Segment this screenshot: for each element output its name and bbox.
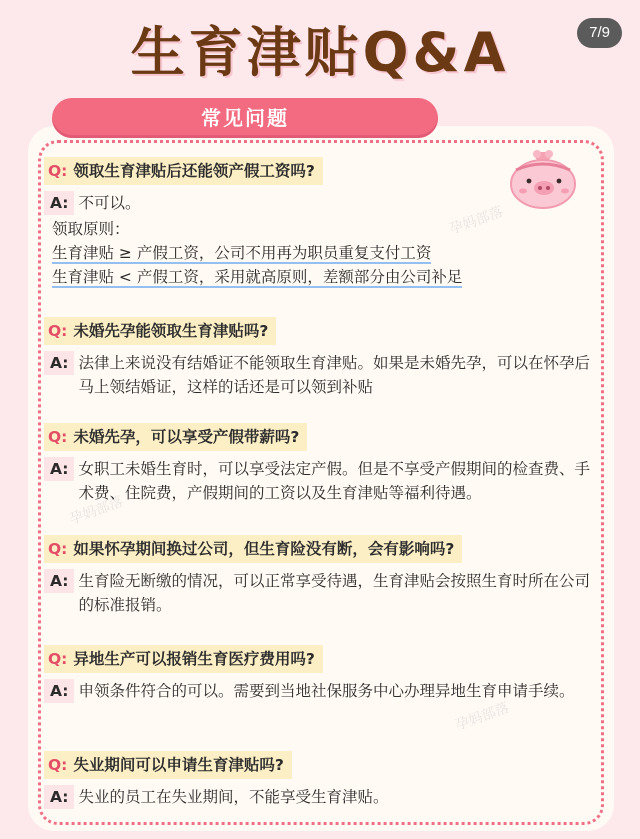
- question-text: 失业期间可以申请生育津贴吗?: [73, 756, 284, 774]
- answer-text: 生育险无断缴的情况，可以正常享受待遇，生育津贴会按照生育时所在公司的标准报销。: [78, 572, 590, 614]
- qa-item: [44, 317, 604, 423]
- question-label: Q:: [48, 756, 68, 774]
- question-text: 领取生育津贴后还能领产假工资吗?: [73, 162, 315, 180]
- question-label: Q:: [48, 540, 68, 558]
- qa-item: [44, 535, 604, 645]
- question-label: Q:: [48, 428, 68, 446]
- rule-line: 生育津贴 ≥ 产假工资，公司不用再为职员重复支付工资: [52, 244, 432, 262]
- question-text: 如果怀孕期间换过公司，但生育险没有断，会有影响吗?: [73, 540, 455, 558]
- watermark: 孕妈部落: [447, 203, 506, 239]
- answer-label: A:: [44, 785, 74, 809]
- qa-item: [44, 423, 604, 535]
- qa-item: [44, 751, 604, 809]
- page-counter: 7/9: [577, 18, 622, 48]
- question-text: 未婚先孕能领取生育津贴吗?: [73, 322, 269, 340]
- watermark: 孕妈部落: [67, 493, 126, 529]
- answer: [44, 457, 604, 505]
- question-text: 未婚先孕，可以享受产假带薪吗?: [73, 428, 300, 446]
- question: [44, 317, 276, 345]
- question: [44, 645, 323, 673]
- question-label: Q:: [48, 322, 68, 340]
- question: [44, 423, 307, 451]
- question: [44, 751, 292, 779]
- answer-text: 申领条件符合的可以。需要到当地社保服务中心办理异地生育申请手续。: [78, 682, 575, 700]
- qa-item: [44, 157, 604, 317]
- section-title: 常见问题: [201, 106, 289, 130]
- rule-line: 生育津贴 < 产假工资，采用就高原则，差额部分由公司补足: [52, 268, 463, 286]
- answer-label: A:: [44, 457, 74, 481]
- qa-list: [44, 157, 604, 809]
- section-banner: [52, 98, 438, 138]
- question-label: Q:: [48, 162, 68, 180]
- qa-item: [44, 645, 604, 751]
- answer-text: 不可以。: [78, 194, 141, 212]
- answer-label: A:: [44, 191, 74, 215]
- answer-text: 失业的员工在失业期间，不能享受生育津贴。: [78, 788, 389, 806]
- rule-heading: 领取原则：: [52, 220, 130, 238]
- answer-label: A:: [44, 569, 74, 593]
- question-label: Q:: [48, 650, 68, 668]
- question-text: 异地生产可以报销生育医疗费用吗?: [73, 650, 315, 668]
- answer-label: A:: [44, 679, 74, 703]
- answer: [44, 785, 604, 809]
- question: [44, 535, 462, 563]
- answer: [44, 351, 604, 399]
- answer: [44, 569, 604, 617]
- answer-label: A:: [44, 351, 74, 375]
- answer: [44, 679, 604, 703]
- answer-text: 法律上来说没有结婚证不能领取生育津贴。如果是未婚先孕，可以在怀孕后马上领结婚证，这样的话还是可以领到补贴: [78, 354, 590, 396]
- question: [44, 157, 323, 185]
- page-title: 生育津贴Q&A: [130, 21, 510, 84]
- watermark: 孕妈部落: [453, 699, 512, 735]
- answer-text: 女职工未婚生育时，可以享受法定产假。但是不享受产假期间的检查费、手术费、住院费，产假期间的工资以及生育津贴等福利待遇。: [78, 460, 590, 502]
- answer: [44, 191, 604, 215]
